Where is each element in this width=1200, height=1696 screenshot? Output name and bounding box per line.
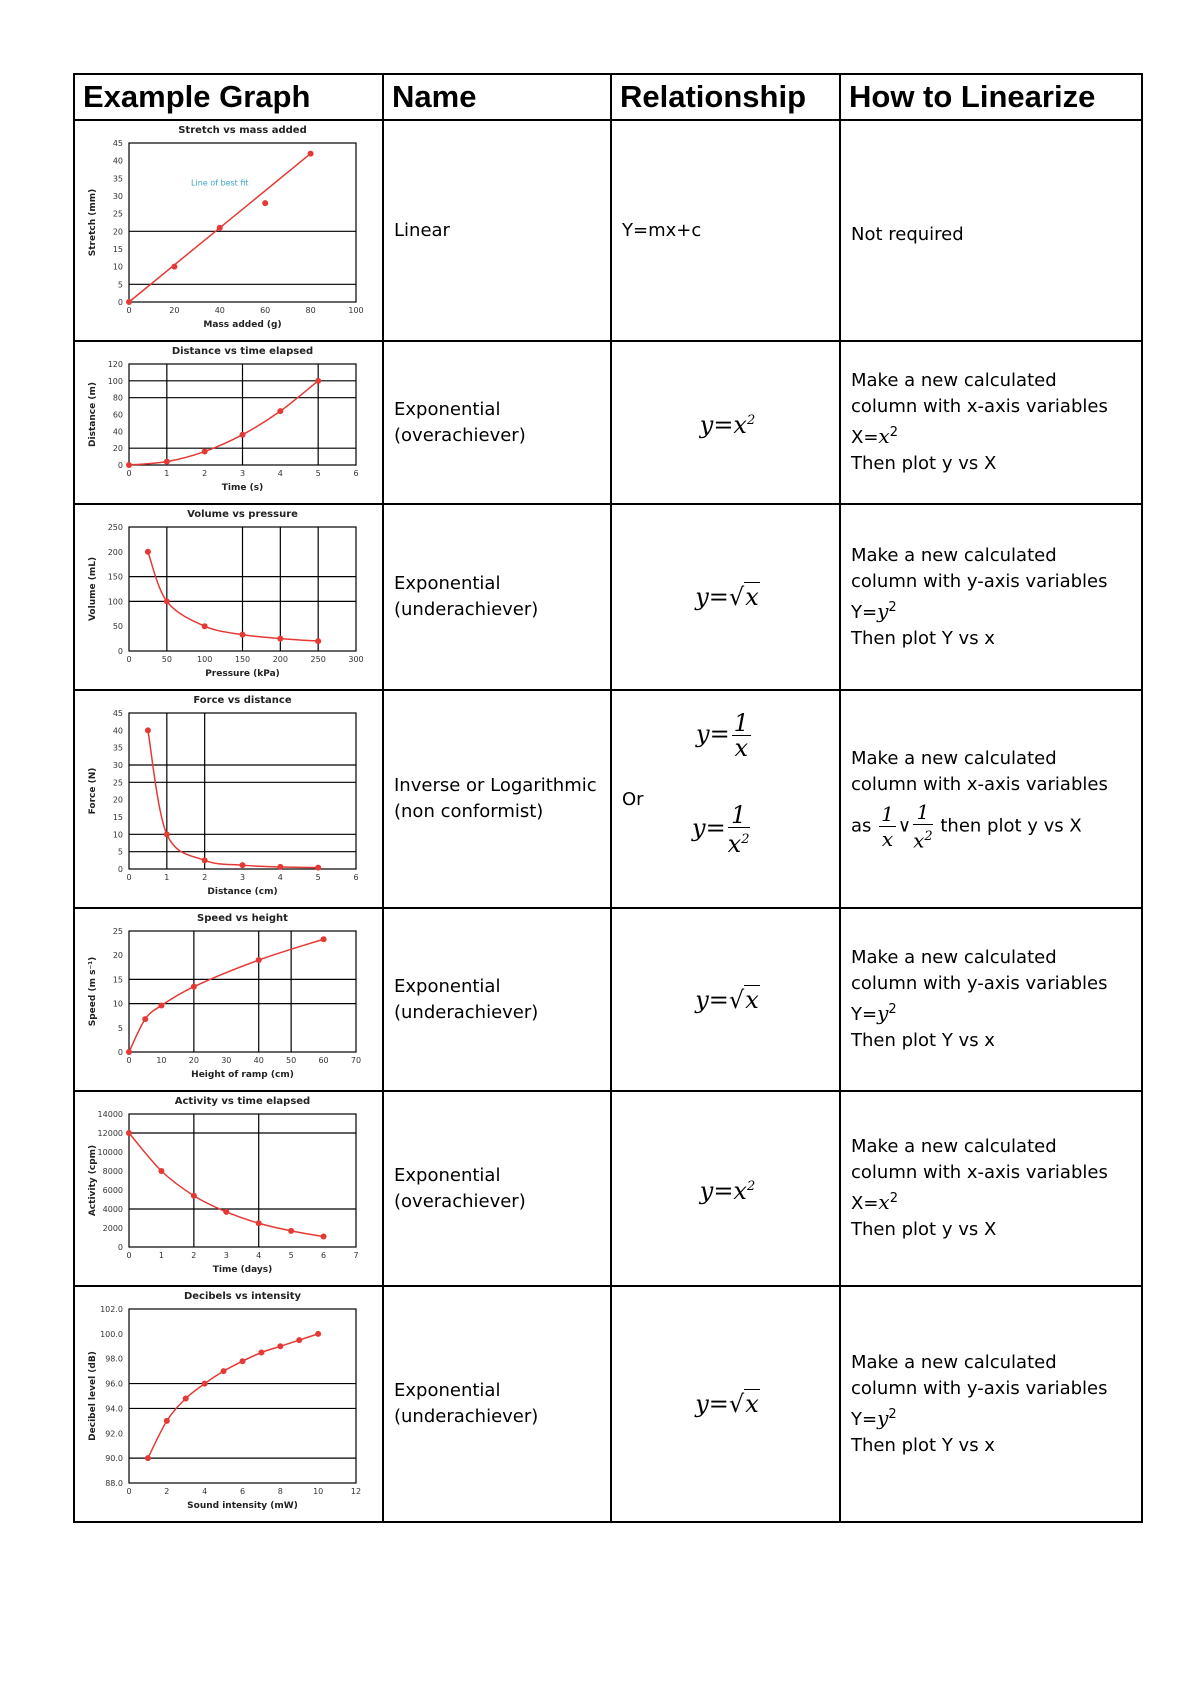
relationship-cell [611,1091,840,1286]
linearize-line: column with y-axis variables [851,1377,1108,1399]
graph-cell [74,690,383,908]
annotation-label: Line of best fit [191,178,249,188]
x-tick-label: 4 [256,1251,262,1260]
linearize-cell [840,690,1142,908]
x-tick-label: 10 [156,1056,167,1065]
y-tick-label: 90.0 [105,1454,123,1464]
x-tick-label: 0 [126,873,132,882]
equation-y-equals-one-over-x-squared: y= $\frac{1}{x^2}$ [692,801,750,858]
chart-title: Speed vs height [197,913,288,924]
data-point [221,1368,227,1374]
y-tick-label: 96.0 [105,1379,123,1389]
y-tick-label: 25 [112,778,123,788]
x-tick-label: 60 [260,306,271,315]
linearize-line: Make a new calculated [851,1351,1057,1373]
x-tick-label: 100 [348,306,364,315]
data-point [288,1228,294,1234]
y-tick-label: 0 [117,298,123,307]
data-point [256,1220,262,1226]
x-tick-label: 6 [353,469,359,478]
data-point [145,1455,151,1461]
name-line: Exponential [394,573,501,594]
data-point [202,857,208,863]
y-tick-label: 0 [117,647,123,656]
linearize-line: column with x-axis variables [851,396,1108,417]
y-tick-label: 0 [117,1048,123,1057]
series-line [148,552,318,641]
x-tick-label: 1 [158,1251,164,1260]
x-tick-label: 200 [272,655,288,664]
name-line: (underachiever) [394,599,539,620]
y-tick-label: 60 [112,410,123,420]
data-point [240,632,246,638]
linearize-cell [840,1091,1142,1286]
x-tick-label: 4 [277,469,283,478]
linearize-cell [840,504,1142,690]
header-how-to-linearize: How to Linearize [840,74,1142,120]
x-axis-label: Pressure (kPa) [205,669,280,679]
name-line: (underachiever) [394,1406,539,1427]
data-point [142,1016,148,1022]
header-relationship: Relationship [611,74,840,120]
y-tick-label: 14000 [97,1110,123,1119]
x-tick-label: 100 [197,655,213,664]
chart-title: Decibels vs intensity [183,1291,302,1302]
linearize-cell [840,1286,1142,1522]
data-point [191,1193,197,1199]
table-row [74,908,1142,1091]
y-axis-label: Volume (mL) [88,556,98,622]
name-line: (non conformist) [394,801,544,822]
series-line [129,939,324,1052]
y-tick-label: 30 [112,192,123,201]
chart-activity-vs-time [75,1092,380,1281]
y-tick-label: 100 [107,376,123,386]
y-tick-label: 94.0 [105,1404,123,1414]
linearize-cell [840,341,1142,504]
table-row [74,504,1142,690]
plot-frame [129,1309,356,1483]
name-cell [383,1091,611,1286]
x-tick-label: 40 [214,306,225,315]
y-tick-label: 40 [112,726,123,736]
x-tick-label: 0 [126,1056,132,1065]
x-tick-label: 10 [313,1487,324,1496]
data-point [296,1337,302,1343]
graph-cell [74,341,383,504]
data-point [158,1003,164,1009]
data-point [191,984,197,990]
name-cell [383,1286,611,1522]
data-point [202,1381,208,1387]
relationship-cell [611,690,840,908]
chart-title: Activity vs time elapsed [174,1096,311,1107]
graph-cell [74,504,383,690]
y-tick-label: 20 [112,227,123,237]
x-tick-label: 6 [353,873,359,882]
equation-y-equals-x-squared: $y=x^2$ [699,1176,756,1205]
data-point [277,636,283,642]
linearize-line: Then plot Y vs x [851,627,995,649]
linearize-line: Then plot y vs X [851,1219,997,1240]
x-tick-label: 8 [277,1487,283,1496]
series-line [129,1133,324,1237]
data-point [315,1331,321,1337]
data-point [315,638,321,644]
name-line: Exponential [394,398,501,420]
name-cell [383,120,611,341]
y-tick-label: 20 [112,951,123,961]
y-tick-label: 20 [112,795,123,805]
y-tick-label: 80 [112,393,123,403]
chart-force-vs-distance [75,691,380,903]
data-point [145,549,151,555]
x-tick-label: 3 [223,1251,229,1260]
x-tick-label: 50 [161,655,172,664]
x-tick-label: 2 [164,1487,170,1496]
linearize-line: column with x-axis variables [851,773,1108,795]
x-axis-label: Mass added (g) [203,320,282,330]
data-point [183,1395,189,1401]
equation-y-equals-root-x: y=√x [695,985,759,1014]
x-tick-label: 6 [321,1251,327,1260]
y-tick-label: 0 [117,461,123,470]
header-example-graph: Example Graph [74,74,383,120]
table-row [74,1091,1142,1286]
data-point [321,1234,327,1240]
x-tick-label: 3 [239,469,246,478]
name-line: (underachiever) [394,1001,539,1023]
linearize-line: column with y-axis variables [851,570,1108,592]
relationship-cell [611,120,840,341]
chart-speed-vs-height [75,909,380,1086]
data-point [321,936,327,942]
x-tick-label: 300 [348,655,364,664]
series-line [148,730,318,867]
chart-title: Force vs distance [193,695,292,706]
equation-y-equals-root-x: y=√x [695,1390,759,1418]
x-tick-label: 12 [350,1487,362,1496]
y-tick-label: 4000 [102,1205,123,1214]
y-tick-label: 120 [107,360,123,369]
y-tick-label: 5 [117,1023,123,1033]
y-tick-label: 6000 [102,1186,123,1195]
name-line: Exponential [394,1380,501,1401]
x-tick-label: 6 [239,1487,246,1496]
linearization-table [73,73,1143,1523]
y-axis-label: Stretch (mm) [88,188,98,257]
x-tick-label: 20 [169,306,180,315]
header-row [74,74,1142,120]
relationship-cell [611,341,840,504]
y-tick-label: 92.0 [105,1429,123,1439]
data-point [217,225,223,231]
y-tick-label: 12000 [97,1129,123,1138]
linearize-line: $Y=y^2$ [851,1001,897,1025]
name-cell [383,908,611,1091]
y-tick-label: 150 [107,572,123,582]
linearize-line: Make a new calculated [851,947,1057,968]
data-point [308,151,314,157]
x-tick-label: 0 [126,469,132,478]
relationship-text: Y=mx+c [622,219,702,241]
y-tick-label: 10 [112,999,123,1009]
y-tick-label: 200 [107,547,123,557]
linearize-cell [840,120,1142,341]
y-tick-label: 35 [112,743,123,753]
y-tick-label: 0 [117,865,123,874]
graph-cell [74,1091,383,1286]
x-tick-label: 150 [234,655,251,664]
plot-frame [129,1114,356,1247]
data-point [126,1130,132,1136]
linearize-line: $Y=y^2$ [851,598,897,623]
y-tick-label: 40 [112,156,123,166]
name-line: (overachiever) [394,424,526,446]
y-tick-label: 15 [112,245,123,254]
y-tick-label: 10 [112,262,123,272]
chart-title: Stretch vs mass added [178,125,307,136]
x-tick-label: 0 [126,306,132,315]
x-tick-label: 4 [277,873,283,882]
table-row [74,120,1142,341]
y-axis-label: Speed (m s⁻¹) [88,956,98,1027]
table-row [74,341,1142,504]
equation-y-equals-root-x: y=√x [695,583,759,611]
x-tick-label: 60 [318,1056,329,1065]
relationship-cell [611,504,840,690]
data-point [240,862,246,868]
x-axis-label: Time (s) [221,483,264,493]
chart-title: Distance vs time elapsed [171,346,314,357]
x-tick-label: 1 [164,469,170,478]
data-point [277,1343,283,1349]
data-point [126,299,132,305]
data-point [158,1168,164,1174]
or-label: Or [622,789,644,810]
linearize-line: Make a new calculated [851,1136,1057,1157]
series-line [148,1334,318,1458]
y-axis-label: Force (N) [88,767,98,815]
relationship-cell [611,1286,840,1522]
series-line [129,381,318,465]
linearize-line: Make a new calculated [851,747,1057,769]
data-point [164,831,170,837]
y-tick-label: 100 [107,597,123,607]
data-point [202,449,208,455]
y-tick-label: 35 [112,174,123,184]
data-point [277,864,283,870]
x-tick-label: 1 [164,873,170,882]
data-point [145,727,151,733]
data-point [258,1350,264,1356]
chart-stretch-vs-mass [75,121,380,336]
x-tick-label: 2 [202,873,208,882]
x-tick-label: 2 [191,1251,197,1260]
x-tick-label: 40 [253,1056,264,1065]
table-row [74,690,1142,908]
data-point [256,957,262,963]
y-tick-label: 50 [112,622,123,632]
linearize-line: column with y-axis variables [851,973,1108,994]
x-tick-label: 3 [239,873,246,882]
linearize-cell [840,908,1142,1091]
y-tick-label: 98.0 [105,1354,123,1364]
y-tick-label: 250 [107,523,123,532]
y-tick-label: 0 [117,1243,123,1252]
y-tick-label: 10 [112,830,123,840]
linearize-line: Then plot Y vs x [851,1030,995,1051]
x-axis-label: Sound intensity (mW) [187,1501,298,1511]
y-tick-label: 20 [112,444,123,454]
name-line: (overachiever) [394,1190,526,1212]
data-point [171,264,177,270]
x-axis-label: Time (days) [212,1265,273,1275]
data-point [240,1358,246,1364]
relationship-cell [611,908,840,1091]
y-tick-label: 102.0 [100,1305,123,1314]
name-line: Linear [394,219,450,241]
x-tick-label: 250 [310,655,326,664]
name-cell [383,504,611,690]
chart-distance-vs-time [75,342,380,499]
header-name: Name [383,74,611,120]
x-tick-label: 50 [286,1056,297,1065]
linearize-line: Make a new calculated [851,544,1057,566]
name-line: Inverse or Logarithmic [394,775,597,796]
x-tick-label: 70 [350,1056,362,1065]
data-point [164,459,170,465]
graph-cell [74,1286,383,1522]
name-line: Exponential [394,975,501,997]
data-point [164,1418,170,1424]
linearize-line: $Y=y^2$ [851,1405,897,1430]
linearize-line: Then plot y vs X [851,453,997,474]
x-tick-label: 0 [126,1251,132,1260]
linearize-line: Not required [851,223,964,245]
equation-y-equals-one-over-x: y= $\frac{1}{x}$ [696,709,749,762]
equation-y-equals-x-squared: $y=x^2$ [699,410,756,439]
data-point [126,462,132,468]
y-tick-label: 88.0 [105,1479,123,1488]
y-axis-label: Distance (m) [88,382,98,447]
name-cell [383,690,611,908]
data-point [262,200,268,206]
data-point [126,1049,132,1055]
linearize-line: $X=x^2$ [851,424,898,448]
plot-frame [129,931,356,1052]
x-tick-label: 5 [315,873,321,882]
x-axis-label: Distance (cm) [207,887,278,897]
data-point [277,408,283,414]
y-tick-label: 45 [112,709,123,718]
x-axis-label: Height of ramp (cm) [191,1070,294,1080]
graph-cell [74,120,383,341]
data-point [164,598,170,604]
x-tick-label: 4 [202,1487,208,1496]
y-tick-label: 10000 [97,1148,123,1157]
y-axis-label: Decibel level (dB) [88,1351,98,1441]
chart-decibels-vs-intensity [75,1287,380,1517]
y-tick-label: 25 [112,209,123,219]
y-tick-label: 40 [112,427,123,437]
table-row [74,1286,1142,1522]
y-tick-label: 15 [112,975,123,985]
linearize-line: Make a new calculated [851,370,1057,391]
y-tick-label: 2000 [102,1224,123,1233]
linearize-line: column with x-axis variables [851,1162,1108,1183]
linearize-line: Then plot Y vs x [851,1434,995,1456]
data-point [202,623,208,629]
data-point [223,1209,229,1215]
y-tick-label: 15 [112,813,123,822]
chart-volume-vs-pressure [75,505,380,685]
name-cell [383,341,611,504]
x-tick-label: 20 [188,1056,199,1065]
y-tick-label: 30 [112,761,123,770]
data-point [315,378,321,384]
graph-cell [74,908,383,1091]
chart-title: Volume vs pressure [187,509,298,520]
data-point [315,865,321,871]
y-tick-label: 5 [117,847,123,857]
y-tick-label: 45 [112,139,123,148]
x-tick-label: 7 [353,1251,359,1260]
x-tick-label: 30 [221,1056,232,1065]
data-point [240,432,246,438]
x-tick-label: 0 [126,655,132,664]
x-tick-label: 5 [288,1251,294,1260]
x-tick-label: 80 [305,306,316,315]
plot-frame [129,713,356,869]
linearize-line: $X=x^2$ [851,1190,898,1214]
linearize-line: as $\frac{1}{x}$ ∨ $\frac{1}{x^2}$ then plot y vs X [851,799,1082,853]
y-tick-label: 5 [117,280,123,290]
x-tick-label: 0 [126,1487,132,1496]
y-axis-label: Activity (cpm) [88,1144,98,1217]
x-tick-label: 5 [315,469,321,478]
plot-frame [129,143,356,302]
y-tick-label: 25 [112,927,123,936]
y-tick-label: 100.0 [100,1329,123,1339]
y-tick-label: 8000 [102,1167,123,1176]
name-line: Exponential [394,1164,501,1186]
x-tick-label: 2 [202,469,208,478]
